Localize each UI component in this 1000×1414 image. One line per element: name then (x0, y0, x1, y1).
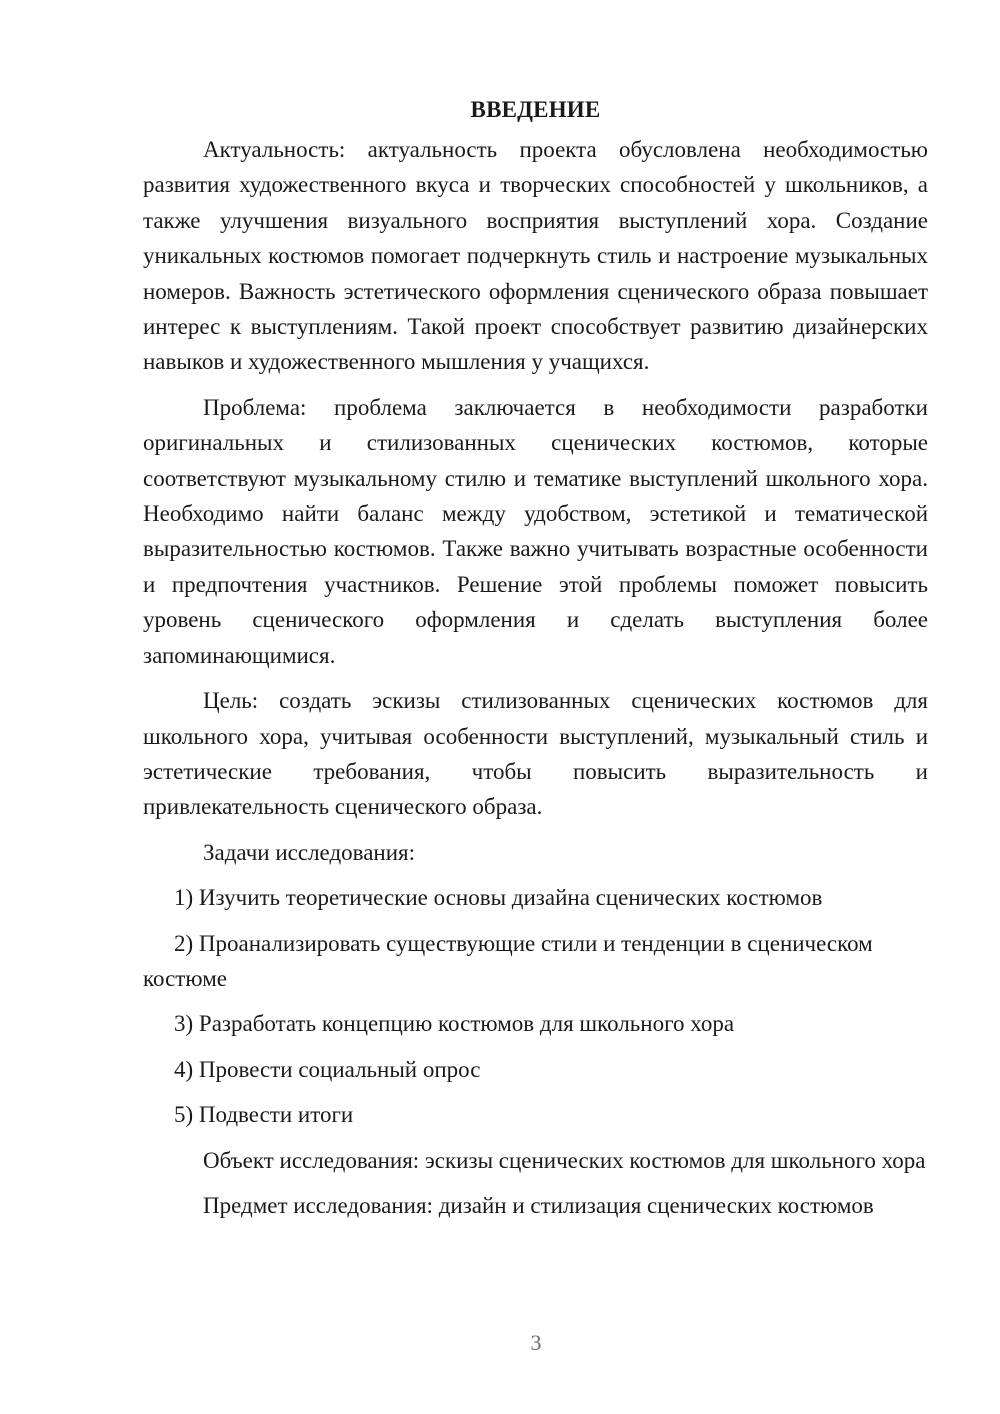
page-number: 3 (530, 1330, 542, 1355)
page-title: ВВЕДЕНИЕ (470, 97, 601, 122)
task-item: 1) Изучить теоретические основы дизайна сценических костюмов (174, 885, 823, 911)
task-item: 2) Проанализировать существующие стили и тенденции в сценическом костюме (143, 930, 873, 991)
object-paragraph: Объект исследования: эскизы сценических костюмов для школьного хора (203, 1147, 926, 1173)
document-page (143, 92, 928, 1223)
subject-paragraph: Предмет исследования: дизайн и стилизация сценических костюмов (203, 1192, 874, 1218)
task-item: 3) Разработать концепцию костюмов для школьного хора (174, 1011, 735, 1037)
task-item: 4) Провести социальный опрос (174, 1056, 481, 1082)
task-item: 5) Подвести итоги (174, 1102, 354, 1128)
problem-paragraph: Проблема: проблема заключается в необходимости разработки оригинальных и стилизованных сценических костюмов, которые соответствуют музыкальному стилю и тематике выступлений школьного хора. Необходимо найти баланс между удобством, эстетикой и тематической выразительностью костюмов. Также важно учитывать возрастные особенности и предпочтения участников. Решение этой проблемы поможет повысить уровень сценического оформления и сделать выступления более запоминающимися. (143, 394, 928, 668)
tasks-heading: Задачи исследования: (203, 839, 416, 865)
goal-paragraph: Цель: создать эскизы стилизованных сценических костюмов для школьного хора, учитывая особенности выступлений, музыкальный стиль и эстетические требования, чтобы повысить выразительность и привлекательность сценического образа. (143, 688, 928, 820)
relevance-paragraph: Актуальность: актуальность проекта обусловлена необходимостью развития художественного вкуса и творческих способностей у школьников, а также улучшения визуального восприятия выступлений хора. Создание уникальных костюмов помогает подчеркнуть стиль и настроение музыкальных номеров. Важность эстетического оформления сценического образа повышает интерес к выступлениям. Такой проект способствует развитию дизайнерских навыков и художественного мышления у учащихся. (143, 137, 928, 375)
